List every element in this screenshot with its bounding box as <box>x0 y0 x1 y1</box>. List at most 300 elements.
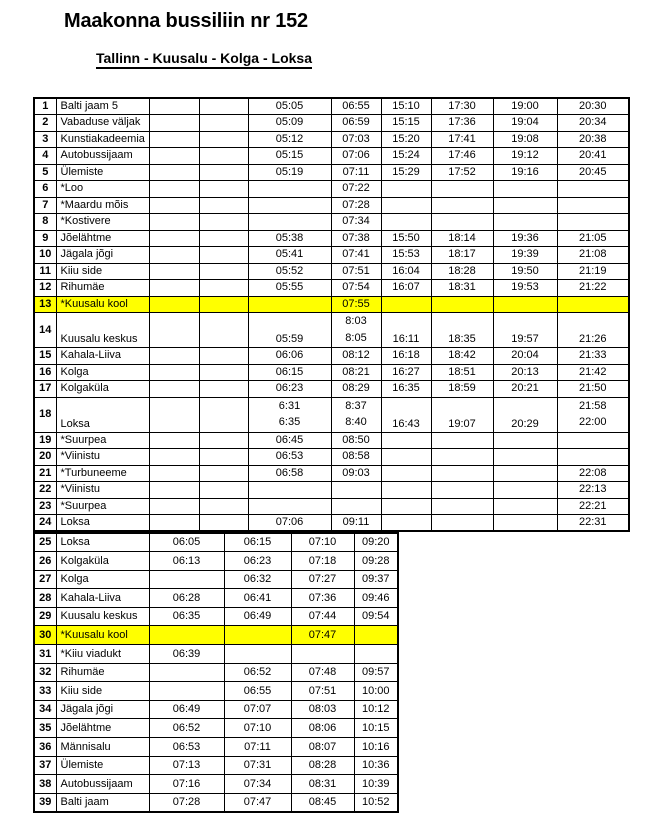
time-cell <box>431 498 493 515</box>
time-cell <box>431 465 493 482</box>
time-cell: 08:29 <box>331 381 381 398</box>
stop-name-cell: Jõelähtme <box>56 230 149 247</box>
time-cell <box>381 432 431 449</box>
stop-name-cell: *Viinistu <box>56 482 149 499</box>
time-cell <box>199 482 248 499</box>
time-cell: 07:10 <box>224 719 291 738</box>
time-cell <box>557 296 629 313</box>
time-line: 6:35 <box>278 416 301 428</box>
stop-name-cell: Kolga <box>56 570 149 589</box>
table-row <box>34 700 398 719</box>
time-cell <box>431 449 493 466</box>
time-cell <box>354 626 398 645</box>
row-number-cell: 33 <box>34 682 56 701</box>
time-cell: 06:49 <box>224 607 291 626</box>
time-cell: 17:52 <box>431 164 493 181</box>
time-cell: 18:31 <box>431 280 493 297</box>
time-cell: 19:12 <box>493 148 557 165</box>
stop-name-cell: Kolga <box>56 364 149 381</box>
table-row <box>34 607 398 626</box>
time-cell: 17:46 <box>431 148 493 165</box>
row-number-cell: 35 <box>34 719 56 738</box>
time-cell <box>354 645 398 664</box>
stop-name-cell: *Viinistu <box>56 449 149 466</box>
time-cell: 06:52 <box>149 719 224 738</box>
time-cell: 07:48 <box>291 663 354 682</box>
stop-name-cell: Autobussijaam <box>56 775 149 794</box>
time-cell <box>149 164 199 181</box>
time-cell <box>248 197 331 214</box>
time-cell: 21:33 <box>557 348 629 365</box>
row-number-cell: 20 <box>34 449 56 466</box>
row-number-cell: 4 <box>34 148 56 165</box>
time-cell: 20:34 <box>557 115 629 132</box>
time-cell <box>149 515 199 532</box>
stop-name-cell: Loksa <box>56 397 149 432</box>
table-row <box>34 515 629 532</box>
time-cell <box>149 663 224 682</box>
time-cell <box>149 682 224 701</box>
timetable-return <box>33 532 399 813</box>
time-cell: 06:41 <box>224 589 291 608</box>
table-row <box>34 793 398 812</box>
time-cell <box>199 197 248 214</box>
time-cell <box>199 148 248 165</box>
stop-name-cell: Kolgaküla <box>56 381 149 398</box>
row-number-cell: 36 <box>34 738 56 757</box>
time-cell: 19:36 <box>493 230 557 247</box>
time-cell: 06:39 <box>149 645 224 664</box>
time-cell <box>248 397 331 432</box>
time-cell: 07:10 <box>291 533 354 552</box>
time-cell: 06:13 <box>149 552 224 571</box>
time-cell <box>149 482 199 499</box>
time-cell: 19:57 <box>493 313 557 348</box>
table-row <box>34 214 629 231</box>
time-cell <box>149 348 199 365</box>
time-cell <box>248 498 331 515</box>
time-line: 8:40 <box>345 416 367 428</box>
time-cell: 08:12 <box>331 348 381 365</box>
time-cell: 07:06 <box>331 148 381 165</box>
time-cell: 19:39 <box>493 247 557 264</box>
time-cell: 15:29 <box>381 164 431 181</box>
time-cell: 09:54 <box>354 607 398 626</box>
time-cell <box>149 432 199 449</box>
row-number-cell: 27 <box>34 570 56 589</box>
stop-name-cell: *Turbuneeme <box>56 465 149 482</box>
time-cell: 16:43 <box>381 397 431 432</box>
time-cell: 08:07 <box>291 738 354 757</box>
time-cell: 15:15 <box>381 115 431 132</box>
row-number-cell: 11 <box>34 263 56 280</box>
time-cell <box>248 296 331 313</box>
time-cell <box>149 148 199 165</box>
stop-name-cell: *Kuusalu kool <box>56 626 149 645</box>
row-number-cell: 15 <box>34 348 56 365</box>
time-cell <box>149 214 199 231</box>
table-row <box>34 181 629 198</box>
stop-name-cell: Kahala-Liiva <box>56 348 149 365</box>
time-cell: 06:35 <box>149 607 224 626</box>
time-cell <box>381 498 431 515</box>
row-number-cell: 25 <box>34 533 56 552</box>
row-number-cell: 8 <box>34 214 56 231</box>
time-cell: 20:38 <box>557 131 629 148</box>
stop-name-cell: Kunstiakadeemia <box>56 131 149 148</box>
time-cell: 08:03 <box>291 700 354 719</box>
time-cell <box>149 131 199 148</box>
time-cell <box>149 263 199 280</box>
table-row <box>34 626 398 645</box>
row-number-cell: 9 <box>34 230 56 247</box>
table-row <box>34 432 629 449</box>
time-cell: 06:59 <box>331 115 381 132</box>
time-cell: 06:45 <box>248 432 331 449</box>
table-row <box>34 230 629 247</box>
time-cell <box>557 449 629 466</box>
stop-name-cell: *Kostivere <box>56 214 149 231</box>
row-number-cell: 22 <box>34 482 56 499</box>
time-cell: 18:51 <box>431 364 493 381</box>
time-cell <box>557 432 629 449</box>
time-cell: 07:36 <box>291 589 354 608</box>
time-cell <box>381 197 431 214</box>
time-cell <box>199 98 248 115</box>
time-cell <box>493 296 557 313</box>
row-number-cell: 7 <box>34 197 56 214</box>
time-cell: 15:50 <box>381 230 431 247</box>
table-row <box>34 131 629 148</box>
table-row <box>34 663 398 682</box>
time-cell: 15:10 <box>381 98 431 115</box>
time-cell: 09:28 <box>354 552 398 571</box>
time-cell <box>199 164 248 181</box>
time-cell <box>149 296 199 313</box>
time-cell: 05:15 <box>248 148 331 165</box>
row-number-cell: 38 <box>34 775 56 794</box>
time-cell: 16:07 <box>381 280 431 297</box>
time-cell <box>149 626 224 645</box>
time-cell: 18:17 <box>431 247 493 264</box>
row-number-cell: 29 <box>34 607 56 626</box>
time-cell: 08:06 <box>291 719 354 738</box>
time-cell: 07:41 <box>331 247 381 264</box>
time-cell: 06:28 <box>149 589 224 608</box>
time-cell: 16:04 <box>381 263 431 280</box>
time-cell: 07:47 <box>224 793 291 812</box>
time-cell: 06:53 <box>248 449 331 466</box>
time-cell <box>149 247 199 264</box>
time-cell <box>149 498 199 515</box>
time-cell <box>331 313 381 348</box>
row-number-cell: 5 <box>34 164 56 181</box>
stop-name-cell: *Suurpea <box>56 432 149 449</box>
row-number-cell: 34 <box>34 700 56 719</box>
stop-name-cell: Ülemiste <box>56 164 149 181</box>
row-number-cell: 6 <box>34 181 56 198</box>
time-cell: 06:32 <box>224 570 291 589</box>
time-cell <box>248 482 331 499</box>
time-cell <box>493 197 557 214</box>
time-cell <box>199 181 248 198</box>
time-cell: 06:58 <box>248 465 331 482</box>
time-cell <box>199 397 248 432</box>
time-cell: 18:59 <box>431 381 493 398</box>
time-cell: 20:29 <box>493 397 557 432</box>
table-row <box>34 533 398 552</box>
stop-name-cell: Jägala jõgi <box>56 247 149 264</box>
stop-name-cell: Kuusalu keskus <box>56 313 149 348</box>
time-cell: 05:12 <box>248 131 331 148</box>
table-row <box>34 645 398 664</box>
time-cell: 09:11 <box>331 515 381 532</box>
time-cell: 10:36 <box>354 756 398 775</box>
time-cell: 07:34 <box>224 775 291 794</box>
time-cell <box>199 348 248 365</box>
timetable-container <box>33 97 630 813</box>
table-row <box>34 589 398 608</box>
time-cell: 06:15 <box>248 364 331 381</box>
time-cell: 21:19 <box>557 263 629 280</box>
time-cell: 07:55 <box>331 296 381 313</box>
timetable-outbound <box>33 97 630 532</box>
time-cell: 07:11 <box>224 738 291 757</box>
table-row <box>34 364 629 381</box>
stop-name-cell: Autobussijaam <box>56 148 149 165</box>
row-number-cell: 23 <box>34 498 56 515</box>
time-cell: 06:23 <box>224 552 291 571</box>
stop-name-cell: Kahala-Liiva <box>56 589 149 608</box>
time-cell <box>493 449 557 466</box>
time-cell <box>199 296 248 313</box>
stop-name-cell: Rihumäe <box>56 663 149 682</box>
time-cell: 07:51 <box>291 682 354 701</box>
time-cell <box>381 214 431 231</box>
time-cell: 21:50 <box>557 381 629 398</box>
stop-name-cell: Männisalu <box>56 738 149 757</box>
stop-name-cell: Loksa <box>56 533 149 552</box>
time-cell: 05:41 <box>248 247 331 264</box>
time-cell: 06:05 <box>149 533 224 552</box>
time-cell: 08:28 <box>291 756 354 775</box>
time-cell: 08:58 <box>331 449 381 466</box>
time-cell <box>331 397 381 432</box>
time-cell <box>224 645 291 664</box>
time-cell: 22:31 <box>557 515 629 532</box>
time-cell: 06:52 <box>224 663 291 682</box>
table-row <box>34 115 629 132</box>
time-cell <box>149 465 199 482</box>
time-cell: 08:21 <box>331 364 381 381</box>
time-cell: 21:22 <box>557 280 629 297</box>
table-row <box>34 148 629 165</box>
time-cell: 19:50 <box>493 263 557 280</box>
row-number-cell: 18 <box>34 397 56 432</box>
time-cell: 20:04 <box>493 348 557 365</box>
time-cell: 07:38 <box>331 230 381 247</box>
time-cell <box>199 465 248 482</box>
row-number-cell: 10 <box>34 247 56 264</box>
time-cell: 06:55 <box>224 682 291 701</box>
time-line: 22:00 <box>578 416 607 428</box>
stop-name-cell: Kuusalu keskus <box>56 607 149 626</box>
time-cell: 15:24 <box>381 148 431 165</box>
table-row <box>34 738 398 757</box>
row-number-cell: 32 <box>34 663 56 682</box>
time-cell <box>381 296 431 313</box>
time-cell <box>199 498 248 515</box>
time-cell: 07:06 <box>248 515 331 532</box>
time-cell: 06:55 <box>331 98 381 115</box>
table-row <box>34 348 629 365</box>
table-row <box>34 164 629 181</box>
stop-name-cell: Jõelähtme <box>56 719 149 738</box>
row-number-cell: 14 <box>34 313 56 348</box>
time-cell: 05:19 <box>248 164 331 181</box>
time-cell: 21:42 <box>557 364 629 381</box>
time-cell <box>248 214 331 231</box>
time-cell: 09:57 <box>354 663 398 682</box>
time-cell: 16:35 <box>381 381 431 398</box>
row-number-cell: 17 <box>34 381 56 398</box>
row-number-cell: 12 <box>34 280 56 297</box>
time-cell <box>291 645 354 664</box>
table-row <box>34 465 629 482</box>
table-row <box>34 570 398 589</box>
row-number-cell: 3 <box>34 131 56 148</box>
time-cell <box>224 626 291 645</box>
time-cell: 15:53 <box>381 247 431 264</box>
time-cell: 18:35 <box>431 313 493 348</box>
time-cell: 20:45 <box>557 164 629 181</box>
table-row <box>34 381 629 398</box>
time-cell <box>149 197 199 214</box>
row-number-cell: 39 <box>34 793 56 812</box>
time-cell <box>149 381 199 398</box>
time-cell <box>493 515 557 532</box>
time-cell <box>199 230 248 247</box>
time-cell <box>199 115 248 132</box>
time-cell: 07:16 <box>149 775 224 794</box>
time-cell: 10:00 <box>354 682 398 701</box>
time-cell: 10:52 <box>354 793 398 812</box>
stop-name-cell: Jägala jõgi <box>56 700 149 719</box>
time-cell: 05:52 <box>248 263 331 280</box>
time-cell <box>431 296 493 313</box>
time-cell <box>493 465 557 482</box>
time-cell <box>493 181 557 198</box>
time-cell: 22:13 <box>557 482 629 499</box>
time-cell: 06:23 <box>248 381 331 398</box>
table-row <box>34 313 629 348</box>
time-cell: 07:31 <box>224 756 291 775</box>
time-cell <box>557 181 629 198</box>
stop-name-cell: *Loo <box>56 181 149 198</box>
time-cell <box>149 364 199 381</box>
time-cell: 18:42 <box>431 348 493 365</box>
row-number-cell: 37 <box>34 756 56 775</box>
stop-name-cell: Balti jaam 5 <box>56 98 149 115</box>
table-row <box>34 247 629 264</box>
row-number-cell: 1 <box>34 98 56 115</box>
row-number-cell: 30 <box>34 626 56 645</box>
time-cell <box>199 364 248 381</box>
time-cell <box>381 515 431 532</box>
table-row <box>34 197 629 214</box>
time-cell <box>149 280 199 297</box>
time-cell: 22:08 <box>557 465 629 482</box>
time-cell <box>431 432 493 449</box>
time-cell: 07:03 <box>331 131 381 148</box>
time-cell <box>199 313 248 348</box>
row-number-cell: 24 <box>34 515 56 532</box>
time-cell <box>493 498 557 515</box>
stop-name-cell: *Suurpea <box>56 498 149 515</box>
time-cell: 21:26 <box>557 313 629 348</box>
time-line: 21:58 <box>578 399 607 412</box>
time-cell: 07:11 <box>331 164 381 181</box>
time-cell <box>431 214 493 231</box>
stop-name-cell: Kiiu side <box>56 682 149 701</box>
time-cell <box>381 449 431 466</box>
time-cell: 19:00 <box>493 98 557 115</box>
time-cell: 10:39 <box>354 775 398 794</box>
stop-name-cell: *Kuusalu kool <box>56 296 149 313</box>
time-cell: 19:08 <box>493 131 557 148</box>
stop-name-cell: Kiiu side <box>56 263 149 280</box>
row-number-cell: 13 <box>34 296 56 313</box>
row-number-cell: 28 <box>34 589 56 608</box>
time-cell: 18:28 <box>431 263 493 280</box>
time-cell: 07:18 <box>291 552 354 571</box>
time-cell: 05:38 <box>248 230 331 247</box>
time-cell <box>199 247 248 264</box>
stop-name-cell: Vabaduse väljak <box>56 115 149 132</box>
stop-name-cell: *Maardu mõis <box>56 197 149 214</box>
time-cell <box>493 482 557 499</box>
route-subtitle: Tallinn - Kuusalu - Kolga - Loksa <box>96 50 312 69</box>
time-cell: 09:20 <box>354 533 398 552</box>
time-cell <box>149 115 199 132</box>
time-cell: 17:36 <box>431 115 493 132</box>
table-row <box>34 98 629 115</box>
time-cell: 16:27 <box>381 364 431 381</box>
row-number-cell: 26 <box>34 552 56 571</box>
table-row <box>34 756 398 775</box>
stop-name-cell: *Kiiu viadukt <box>56 645 149 664</box>
table-row <box>34 397 629 432</box>
time-cell: 08:31 <box>291 775 354 794</box>
row-number-cell: 21 <box>34 465 56 482</box>
time-cell: 07:44 <box>291 607 354 626</box>
time-cell: 07:51 <box>331 263 381 280</box>
time-cell: 05:55 <box>248 280 331 297</box>
time-line: 8:05 <box>345 331 367 344</box>
row-number-cell: 19 <box>34 432 56 449</box>
table-row <box>34 482 629 499</box>
time-cell <box>431 197 493 214</box>
stop-name-cell: Ülemiste <box>56 756 149 775</box>
time-cell: 06:53 <box>149 738 224 757</box>
time-cell <box>331 482 381 499</box>
time-cell: 07:07 <box>224 700 291 719</box>
time-cell <box>381 482 431 499</box>
time-cell: 09:03 <box>331 465 381 482</box>
time-cell: 20:21 <box>493 381 557 398</box>
time-cell <box>248 181 331 198</box>
time-cell: 10:16 <box>354 738 398 757</box>
